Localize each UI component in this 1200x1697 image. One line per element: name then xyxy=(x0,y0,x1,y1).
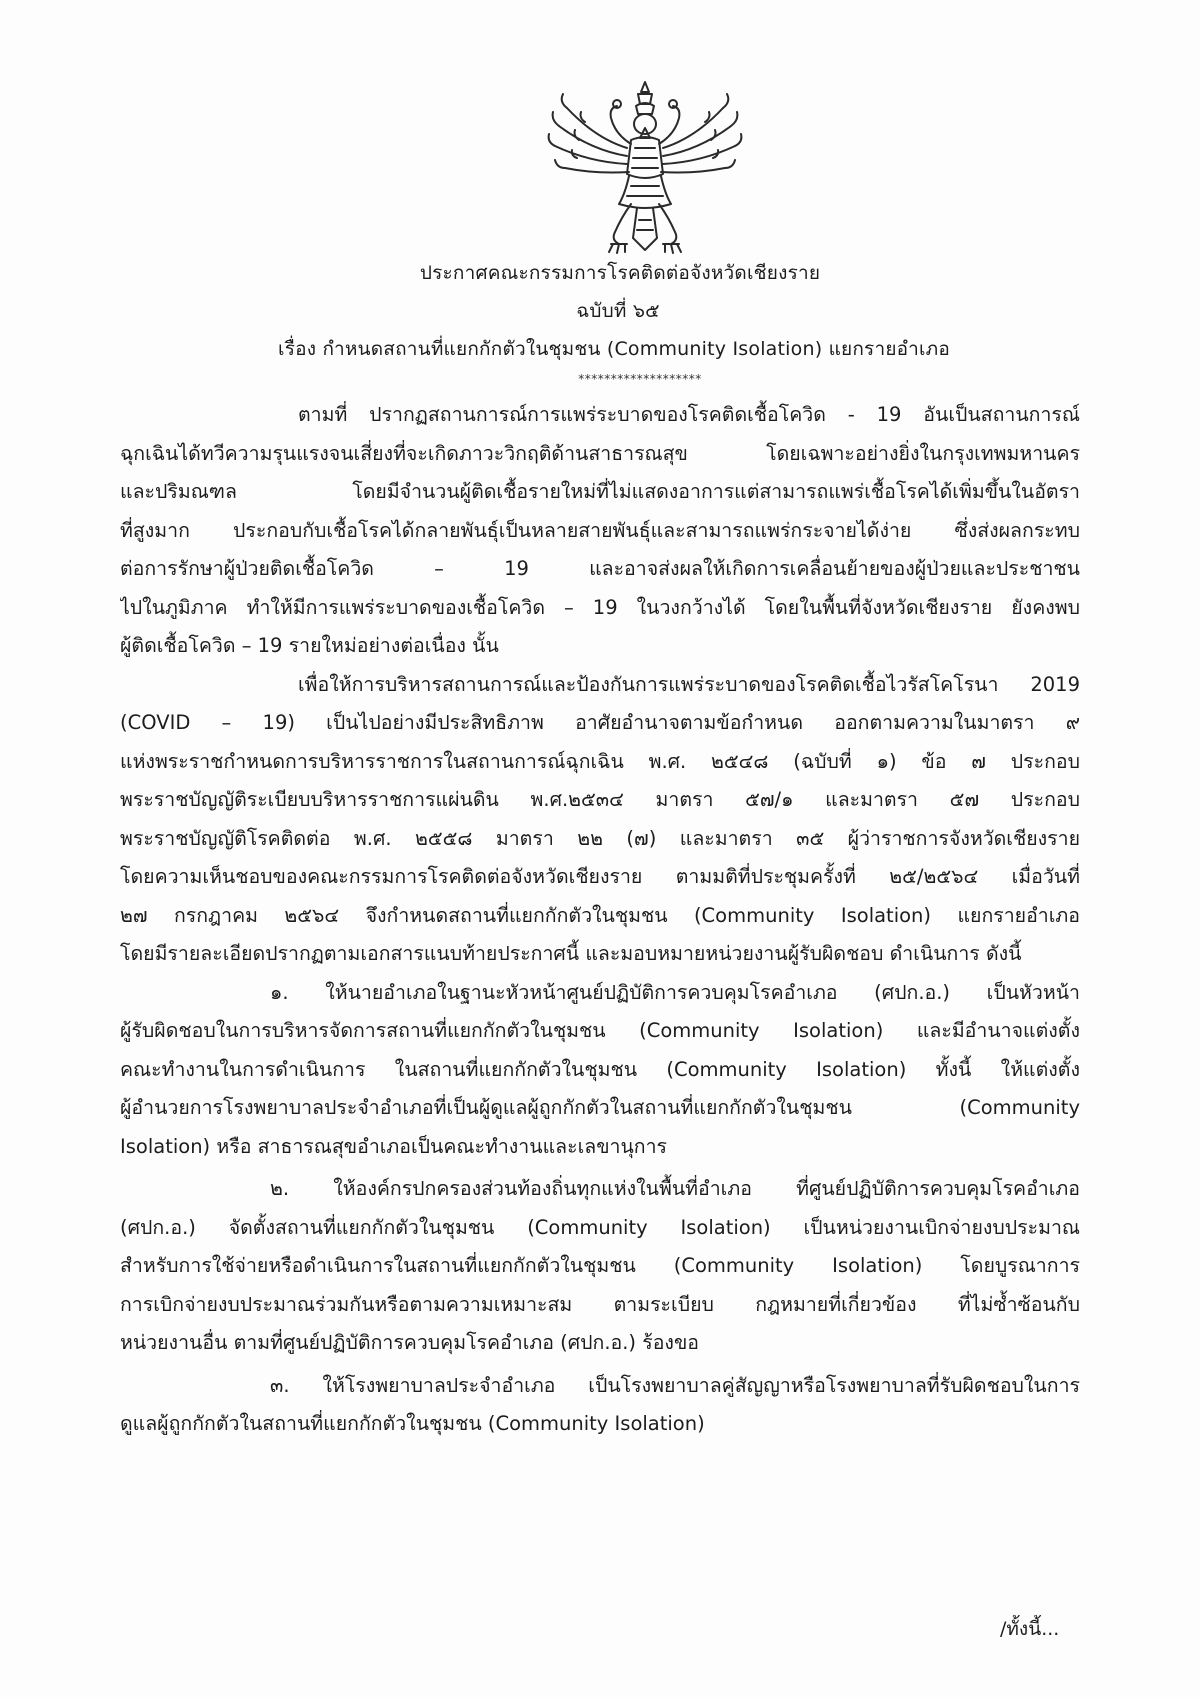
item-1-line: Isolation) หรือ สาธารณสุขอำเภอเป็นคณะทำงานและเลขานุการ xyxy=(120,1134,668,1158)
paragraph-line: (COVID – 19) เป็นไปอย่างมีประสิทธิภาพ อาศัยอำนาจตามข้อกำหนด ออกตามความในมาตรา ๙ xyxy=(120,711,1080,734)
paragraph-line: ไปในภูมิภาค ทำให้มีการแพร่ระบาดของเชื้อโควิด – 19 ในวงกว้างได้ โดยในพื้นที่จังหวัดเชียงราย ยังคงพบ xyxy=(120,595,1080,619)
item-3-line: ดูแลผู้ถูกกักตัวในสถานที่แยกกักตัวในชุมชน (Community Isolation) xyxy=(120,1412,705,1435)
separator-stars: ******************* xyxy=(578,372,702,386)
paragraph-line: ต่อการรักษาผู้ป่วยติดเชื้อโควิด – 19 และอาจส่งผลให้เกิดการเคลื่อนย้ายของผู้ป่วยและประชาชน xyxy=(120,557,1080,580)
paragraph-line: พระราชบัญญัติระเบียบบริหารราชการแผ่นดิน พ.ศ.๒๕๓๔ มาตรา ๕๗/๑ และมาตรา ๕๗ ประกอบ xyxy=(120,788,1080,811)
item-2-line: การเบิกจ่ายงบประมาณร่วมกันหรือตามความเหมาะสม ตามระเบียบ กฎหมายที่เกี่ยวข้อง ที่ไม่ซ้ำซ้อนกับ xyxy=(120,1292,1080,1316)
item-3-line: ๓. ให้โรงพยาบาลประจำอำเภอ เป็นโรงพยาบาลคู่สัญญาหรือโรงพยาบาลที่รับผิดชอบในการ xyxy=(270,1373,1080,1397)
paragraph-line: เพื่อให้การบริหารสถานการณ์และป้องกันการแพร่ระบาดของโรคติดเชื้อไวรัสโคโรนา 2019 xyxy=(298,672,1080,696)
paragraph-line: ผู้ติดเชื้อโควิด – 19 รายใหม่อย่างต่อเนื่อง นั้น xyxy=(120,634,499,657)
item-1-line: ผู้อำนวยการโรงพยาบาลประจำอำเภอที่เป็นผู้ดูแลผู้ถูกกักตัวในสถานที่แยกกักตัวในชุมชน (Community xyxy=(120,1096,1080,1119)
paragraph-line: ที่สูงมาก ประกอบกับเชื้อโรคได้กลายพันธุ์เป็นหลายสายพันธุ์และสามารถแพร่กระจายได้ง่าย ซึ่งส่งผลกระทบ xyxy=(120,518,1080,542)
paragraph-line: พระราชบัญญัติโรคติดต่อ พ.ศ. ๒๕๕๘ มาตรา ๒๒ (๗) และมาตรา ๓๕ ผู้ว่าราชการจังหวัดเชียงราย xyxy=(120,826,1080,850)
item-1-line: ๑. ให้นายอำเภอในฐานะหัวหน้าศูนย์ปฏิบัติการควบคุมโรคอำเภอ (ศปก.อ.) เป็นหัวหน้า xyxy=(270,980,1080,1004)
item-1-line: ผู้รับผิดชอบในการบริหารจัดการสถานที่แยกกักตัวในชุมชน (Community Isolation) และมีอำนาจแต่งตั้ง xyxy=(120,1019,1080,1042)
paragraph-line: ๒๗ กรกฎาคม ๒๕๖๔ จึงกำหนดสถานที่แยกกักตัวในชุมชน (Community Isolation) แยกรายอำเภอ xyxy=(120,903,1080,927)
paragraph-line: แห่งพระราชกำหนดการบริหารราชการในสถานการณ์ฉุกเฉิน พ.ศ. ๒๕๔๘ (ฉบับที่ ๑) ข้อ ๗ ประกอบ xyxy=(120,749,1080,773)
announcement-number: ฉบับที่ ๖๕ xyxy=(576,300,660,322)
paragraph-line: โดยมีรายละเอียดปรากฏตามเอกสารแนบท้ายประกาศนี้ และมอบหมายหน่วยงานผู้รับผิดชอบ ดำเนินการ ดังนี้ xyxy=(120,942,1022,965)
announcement-body xyxy=(120,396,1080,1444)
garuda-emblem-icon xyxy=(545,78,745,256)
item-2-line: สำหรับการใช้จ่ายหรือดำเนินการในสถานที่แยกกักตัวในชุมชน (Community Isolation) โดยบูรณาการ xyxy=(120,1254,1080,1277)
paragraph-line: ฉุกเฉินได้ทวีความรุนแรงจนเสี่ยงที่จะเกิดภาวะวิกฤติด้านสาธารณสุข โดยเฉพาะอย่างยิ่งในกรุงเทพมหานคร xyxy=(120,441,1080,465)
paragraph-line: โดยความเห็นชอบของคณะกรรมการโรคติดต่อจังหวัดเชียงราย ตามมติที่ประชุมครั้งที่ ๒๕/๒๕๖๔ เมื่อวันที่ xyxy=(120,865,1080,888)
item-2-line: ๒. ให้องค์กรปกครองส่วนท้องถิ่นทุกแห่งในพื้นที่อำเภอ ที่ศูนย์ปฏิบัติการควบคุมโรคอำเภอ xyxy=(270,1177,1080,1200)
paragraph-line: ตามที่ ปรากฏสถานการณ์การแพร่ระบาดของโรคติดเชื้อโควิด - 19 อันเป็นสถานการณ์ xyxy=(298,403,1080,426)
paragraph-line: และปริมณฑล โดยมีจำนวนผู้ติดเชื้อรายใหม่ที่ไม่แสดงอาการแต่สามารถแพร่เชื้อโรคได้เพิ่มขึ้นในอัตรา xyxy=(120,480,1080,503)
page-continuation: /ทั้งนี้... xyxy=(1000,1618,1060,1640)
announcement-subject: เรื่อง กำหนดสถานที่แยกกักตัวในชุมชน (Community Isolation) แยกรายอำเภอ xyxy=(278,338,950,360)
item-2-line: หน่วยงานอื่น ตามที่ศูนย์ปฏิบัติการควบคุมโรคอำเภอ (ศปก.อ.) ร้องขอ xyxy=(120,1331,699,1354)
announcement-title: ประกาศคณะกรรมการโรคติดต่อจังหวัดเชียงราย xyxy=(419,262,821,284)
item-2-line: (ศปก.อ.) จัดตั้งสถานที่แยกกักตัวในชุมชน (Community Isolation) เป็นหน่วยงานเบิกจ่ายงบประมาณ xyxy=(120,1215,1080,1239)
item-1-line: คณะทำงานในการดำเนินการ ในสถานที่แยกกักตัวในชุมชน (Community Isolation) ทั้งนี้ ให้แต่งตั้ง xyxy=(120,1057,1080,1081)
